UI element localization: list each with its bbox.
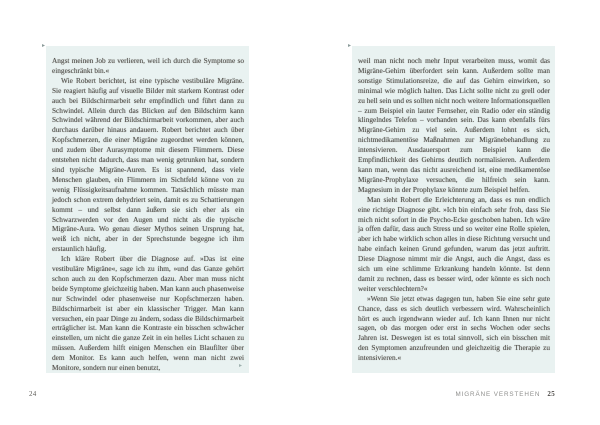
paragraph: Man sieht Robert die Erleichterung an, dass es nun endlich eine richtige Diagnose gibt. »Ich bin einfach sehr froh, dass Sie mich nicht sofort in die Psycho-Ecke geschoben haben. Ich wäre ja offen dafür, dass auch Stress und so weiter eine Rolle spielen, aber ich habe wirklich schon alles in diese Richtung versucht und habe einfach keinen Grund gefunden, warum das jetzt auftritt. Diese Diagnose nimmt mir die Angst, auch die Angst, dass es sich um eine schlimme Erkrankung handeln könnte. Ist denn damit zu rechnen, dass es besser wird, oder könnte es sich noch weiter verschlechtern?«	[358, 194, 550, 293]
right-page-text	[352, 56, 555, 363]
page-turn-marker-icon: ▸	[238, 362, 242, 369]
page-number-left: 24	[29, 390, 37, 398]
running-footer	[455, 390, 555, 398]
right-page	[348, 42, 555, 373]
paragraph: Wie Robert berichtet, ist eine typische vestibuläre Migräne. Sie reagiert häufig auf visuelle Bilder mit starkem Kontrast oder auch bei Bildschirmarbeit sehr empfindlich und führt dann zu Schwindel. Allein durch das Blicken auf den Bildschirm kann Schwindel während der Bildschirmarbeit vorkommen, aber auch durchaus darüber hinaus andauern. Robert berichtet auch über Kopfschmerzen, die einer Migräne zugeordnet werden können, und zudem über Aurasymptome mit diesem Flimmern. Diese entstehen nicht dadurch, dass man wenig getrunken hat, sondern sind typische Migräne-Auren. Es ist spannend, dass viele Menschen glauben, ein Flimmern im Sichtfeld könne von zu wenig Flüssigkeitsaufnahme kommen. Tatsächlich müsste man jedoch schon extrem dehydriert sein, damit es zu Schattierungen kommt – und selbst dann äußern sie sich eher als ein Schwarzwerden vor den Augen und nicht als die typische Migräne-Aura. Wo genau dieser Mythos seinen Ursprung hat, weiß ich nicht, aber in der Sprechstunde begegne ich ihm erstaunlich häufig.	[52, 75, 244, 254]
paragraph: »Wenn Sie jetzt etwas dagegen tun, haben Sie eine sehr gute Chance, dass es sich deutlich verbessern wird. Wahrscheinlich hört es auch irgendwann wieder auf. Ich kann Ihnen nur nicht sagen, ob das morgen oder erst in sechs Wochen oder sechs Jahren ist. Deswegen ist es total sinnvoll, sich ein bisschen mit den Symptomen anzufreunden und gleichzeitig die Therapie zu intensivieren.«	[358, 293, 550, 363]
left-page	[42, 42, 249, 373]
paragraph: Ich kläre Robert über die Diagnose auf. »Das ist eine vestibuläre Migräne«, sage ich zu ihm, »und das Ganze gehört schon auch zu den Kopfschmerzen dazu. Aber man muss nicht beide Symptome gleichzeitig haben. Man kann auch phasenweise nur Schwindel oder phasenweise nur Kopfschmerzen haben. Bildschirmarbeit ist aber ein klassischer Trigger. Man kann versuchen, ein paar Dinge zu ändern, sodass die Bildschirmarbeit erträglicher ist. Man kann die Kontraste ein bisschen schwächer einstellen, um nicht die ganze Zeit in ein helles Licht schauen zu müssen. Außerdem hilft einigen Menschen ein Blaufilter über dem Monitor. Es kann auch helfen, wenn man nicht zwei Monitore, sondern nur einen benutzt,	[52, 254, 244, 373]
paragraph: Angst meinen Job zu verlieren, weil ich durch die Symptome so eingeschränkt bin.«	[52, 56, 244, 75]
left-page-text	[46, 56, 249, 373]
page-corner-marker-icon: ▸	[42, 42, 46, 49]
paragraph: weil man nicht noch mehr Input verarbeiten muss, womit das Migräne-Gehirn überfordert sein kann. Außerdem sollte man sonstige Stimulationsreize, die auf das Gehirn einwirken, so minimal wie möglich halten. Das Licht sollte nicht zu grell oder zu hell sein und es sollten nicht noch weitere Informationsquellen – zum Beispiel ein lauter Fernseher, ein Radio oder ein ständig klingelndes Telefon – vorhanden sein. Das kann ebenfalls fürs Migräne-Gehirn zu viel sein. Außerdem lohnt es sich, nichtmedikamentöse Maßnahmen zur Migränebehandlung zu intensivieren. Ausdauersport zum Beispiel kann die Empfindlichkeit des Gehirns deutlich normalisieren. Außerdem kann man, wenn das nicht ausreichend ist, eine medikamentöse Migräne-Prophylaxe versuchen, die hilfreich sein kann. Magnesium in der Prophylaxe könnte zum Beispiel helfen.	[358, 56, 550, 194]
chapter-title-footer: MIGRÄNE VERSTEHEN	[455, 391, 541, 398]
page-number-right: 25	[547, 390, 555, 398]
page-corner-marker-icon: ▸	[348, 42, 352, 49]
